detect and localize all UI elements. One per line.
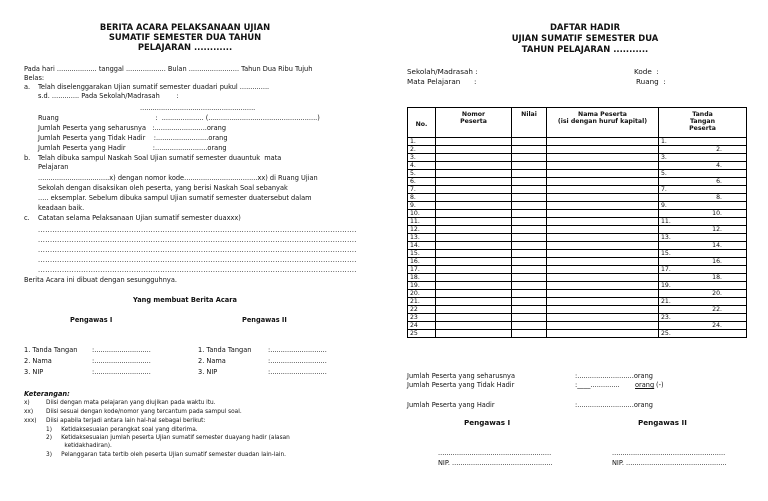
sig-2-nip-field: :........................... [268,368,327,376]
subnote: ketidakhadiran). [46,443,112,449]
right-pengawas-1: Pengawas I [464,418,511,427]
cell-nomor-peserta [436,290,512,298]
item-a-line-1: Telah diselenggarakan Ujian sumatif semester duadari pukul .............. [38,83,270,91]
sig-1-nip-field: :........................... [92,368,151,376]
right-val-seharusnya: :...........................orang [575,372,653,380]
note-text: Diisi apabila terjadi antara lain hal-hal sebagai berikut: [46,418,206,424]
cell-nilai [512,274,547,282]
cell-tanda-tangan: 23. [659,314,747,322]
cell-no: 14. [408,242,436,250]
cell-nilai [512,138,547,146]
right-sig-2-line: ...................................................... [612,449,726,457]
cell-nomor-peserta [436,154,512,162]
cell-tanda-tangan: 24. [659,322,747,330]
cell-nama-peserta [547,322,659,330]
cell-nama-peserta [547,290,659,298]
left-title-line-3: PELAJARAN ............ [137,42,233,52]
cell-no: 10. [408,210,436,218]
cell-nilai [512,154,547,162]
cell-nama-peserta [547,138,659,146]
cell-nama-peserta [547,306,659,314]
sig-1-nama: 2. Nama [24,357,52,365]
cell-no: 16. [408,258,436,266]
item-b-line-6: keadaan baik. [38,204,85,212]
kode-label: Kode : [634,67,659,76]
cell-nama-peserta [547,330,659,338]
table-row [408,290,747,298]
cell-tanda-tangan: 19. [659,282,747,290]
cell-nilai [512,186,547,194]
cell-no: 19. [408,282,436,290]
sig-1-nama-field: :........................... [92,357,151,365]
cell-nilai [512,322,547,330]
right-jumlah-hadir: Jumlah Peserta yang Hadir [407,401,495,409]
cell-nilai [512,218,547,226]
cell-nilai [512,290,547,298]
cell-nilai [512,146,547,154]
cell-no: 8. [408,194,436,202]
sig-2-tanda-tangan-field: :........................... [268,346,327,354]
cell-nilai [512,162,547,170]
cell-nilai [512,194,547,202]
made-by-heading: Yang membuat Berita Acara [133,296,237,304]
table-row [408,258,747,266]
cell-nama-peserta [547,226,659,234]
cell-nomor-peserta [436,226,512,234]
cell-nilai [512,242,547,250]
ruang-line: Ruang : .................... (....................................................) [38,114,320,122]
table-row [408,170,747,178]
note-mark: xxx) [24,418,37,424]
cell-no: 25 [408,330,436,338]
cell-nilai [512,298,547,306]
pengawas-2-heading: Pengawas II [242,316,287,324]
pengawas-1-heading: Pengawas I [70,316,113,324]
cell-tanda-tangan: 3. [659,154,747,162]
header-tanda-tangan: Tanda Tangan Peserta [659,108,747,138]
table-row [408,138,747,146]
attendance-table [407,107,747,338]
sig-2-tanda-tangan: 1. Tanda Tangan [198,346,252,354]
cell-nama-peserta [547,298,659,306]
cell-nama-peserta [547,274,659,282]
cell-no: 24 [408,322,436,330]
note-mark: xx) [24,409,34,415]
subnote: 2) Ketidaksesuaian jumlah peserta Ujian sumatif semester duayang hadir (alasan [46,435,290,441]
right-val-tidak-hadir: :____.............. [575,381,620,389]
notes-dotted-line: ..................................................................................................................................... [38,256,357,264]
cell-nilai [512,258,547,266]
cell-nama-peserta [547,234,659,242]
cell-nomor-peserta [436,258,512,266]
cell-tanda-tangan: 20. [659,290,747,298]
sig-2-nip: 3. NIP [198,368,218,376]
cell-tanda-tangan: 5. [659,170,747,178]
right-nip-2: NIP. ................................................ [612,459,727,467]
cell-no: 17. [408,266,436,274]
cell-nomor-peserta [436,298,512,306]
cell-nama-peserta [547,202,659,210]
cell-nomor-peserta [436,218,512,226]
right-title-line-2: UJIAN SUMATIF SEMESTER DUA [511,33,659,43]
cell-nomor-peserta [436,146,512,154]
item-b-line-3: ..................................x) dengan nomor kode...................................xx) di Ruang Ujian [38,174,318,182]
cell-tanda-tangan: 8. [659,194,747,202]
cell-nomor-peserta [436,202,512,210]
cell-nomor-peserta [436,162,512,170]
table-row [408,322,747,330]
left-title-line-1: BERITA ACARA PELAKSANAAN UJIAN [99,22,271,32]
sekolah-label: Sekolah/Madrasah : [407,67,478,76]
cell-nama-peserta [547,258,659,266]
right-val-tidak-hadir-unit: orang [635,381,655,389]
subnote: 3) Pelanggaran tata tertib oleh peserta Ujian sumatif semester duadan lain-lain. [46,452,287,458]
jumlah-hadir-line: Jumlah Peserta yang Hadir :.........................orang [38,144,227,152]
cell-nama-peserta [547,250,659,258]
cell-tanda-tangan: 12. [659,226,747,234]
item-a-line-2: s.d. ............. Pada Sekolah/Madrasah : [38,92,179,100]
table-row [408,274,747,282]
table-row [408,218,747,226]
cell-nilai [512,202,547,210]
cell-no: 18. [408,274,436,282]
cell-nama-peserta [547,266,659,274]
item-b-line-2: Pelajaran [38,163,69,171]
cell-nama-peserta [547,282,659,290]
cell-no: 11. [408,218,436,226]
cell-nama-peserta [547,210,659,218]
item-b-label: b. [24,154,31,162]
header-no: No. [408,108,436,138]
cell-nomor-peserta [436,250,512,258]
cell-nomor-peserta [436,170,512,178]
cell-nilai [512,266,547,274]
mapel-label: Mata Pelajaran : [407,77,477,86]
cell-nama-peserta [547,154,659,162]
table-row [408,146,747,154]
item-b-line-5: ..... eksemplar. Sebelum dibuka sampul Ujian sumatif semester duatersebut dalam [38,194,312,202]
right-jumlah-seharusnya: Jumlah Peserta yang seharusnya [407,372,515,380]
table-row [408,194,747,202]
jumlah-seharusnya-line: Jumlah Peserta yang seharusnya :.........................orang [38,124,227,132]
item-b-line-4: Sekolah dengan disaksikan oleh peserta, yang berisi Naskah Soal sebanyak [38,184,288,192]
closing-text: Berita Acara ini dibuat dengan sesungguhnya. [24,276,177,284]
cell-no: 23 [408,314,436,322]
subnote: 1) Ketidaksesuaian perangkat soal yang diterima. [46,427,198,433]
cell-nilai [512,234,547,242]
table-row [408,282,747,290]
table-row [408,186,747,194]
cell-nomor-peserta [436,306,512,314]
cell-nama-peserta [547,194,659,202]
cell-nilai [512,250,547,258]
cell-no: 6. [408,178,436,186]
item-c-label: c. [24,214,30,222]
cell-no: 4. [408,162,436,170]
cell-no: 7. [408,186,436,194]
opening-text-2: Belas: [24,74,45,82]
table-row [408,178,747,186]
sig-1-tanda-tangan: 1. Tanda Tangan [24,346,78,354]
notes-title: Keterangan: [24,390,70,398]
cell-nomor-peserta [436,314,512,322]
note-text: Diisi dengan mata pelajaran yang diujikan pada waktu itu. [46,400,216,406]
header-nomor-peserta: Nomor Peserta [436,108,512,138]
cell-no: 9. [408,202,436,210]
cell-no: 12. [408,226,436,234]
notes-dotted-line: ..................................................................................................................................... [38,226,357,234]
right-jumlah-tidak-hadir: Jumlah Peserta yang Tidak Hadir [407,381,515,389]
cell-tanda-tangan: 16. [659,258,747,266]
cell-nama-peserta [547,170,659,178]
note-text: Diisi sesuai dengan kode/nomor yang tercantum pada sampul soal. [46,409,242,415]
table-row [408,298,747,306]
table-row [408,226,747,234]
table-row [408,202,747,210]
cell-tanda-tangan: 18. [659,274,747,282]
table-row [408,266,747,274]
note-mark: x) [24,400,30,406]
cell-nama-peserta [547,218,659,226]
table-row [408,330,747,338]
ruang-label: Ruang : [636,77,666,86]
cell-tanda-tangan: 15. [659,250,747,258]
left-title-line-2: SUMATIF SEMESTER DUA TAHUN [108,32,262,42]
right-nip-1: NIP. ................................................ [438,459,553,467]
cell-nilai [512,330,547,338]
cell-nilai [512,170,547,178]
cell-no: 1. [408,138,436,146]
cell-tanda-tangan: 1. [659,138,747,146]
cell-tanda-tangan: 13. [659,234,747,242]
cell-nilai [512,226,547,234]
cell-tanda-tangan: 25. [659,330,747,338]
cell-nama-peserta [547,242,659,250]
cell-no: 5. [408,170,436,178]
table-row [408,154,747,162]
cell-nomor-peserta [436,274,512,282]
cell-no: 2. [408,146,436,154]
cell-nilai [512,306,547,314]
notes-dotted-line: ..................................................................................................................................... [38,246,357,254]
cell-tanda-tangan: 9. [659,202,747,210]
sig-1-nip: 3. NIP [24,368,44,376]
table-row [408,234,747,242]
cell-nomor-peserta [436,282,512,290]
cell-no: 3. [408,154,436,162]
cell-nomor-peserta [436,322,512,330]
cell-nama-peserta [547,186,659,194]
cell-tanda-tangan: 21. [659,298,747,306]
notes-dotted-line: ..................................................................................................................................... [38,266,357,274]
sig-1-tanda-tangan-field: :........................... [92,346,151,354]
cell-no: 20. [408,290,436,298]
header-nilai: Nilai [512,108,547,138]
table-row [408,314,747,322]
right-val-hadir: :...........................orang [575,401,653,409]
cell-nomor-peserta [436,234,512,242]
item-c-line-1: Catatan selama Pelaksanaan Ujian sumatif semester duaxxx) [38,214,241,222]
table-row [408,242,747,250]
header-nama-peserta: Nama Peserta (isi dengan huruf kapital) [547,108,659,138]
item-b-line-1: Telah dibuka sampul Naskah Soal Ujian sumatif semester duauntuk mata [38,154,282,162]
table-header-row [408,108,747,138]
cell-tanda-tangan: 2. [659,146,747,154]
table-row [408,210,747,218]
cell-nomor-peserta [436,138,512,146]
cell-tanda-tangan: 22. [659,306,747,314]
cell-nama-peserta [547,178,659,186]
cell-nilai [512,282,547,290]
cell-nomor-peserta [436,194,512,202]
cell-tanda-tangan: 11. [659,218,747,226]
jumlah-tidak-hadir-line: Jumlah Peserta yang Tidak Hadir :.........................orang [38,134,228,142]
table-row [408,250,747,258]
item-a-label: a. [24,83,31,91]
cell-tanda-tangan: 14. [659,242,747,250]
cell-tanda-tangan: 10. [659,210,747,218]
sig-2-nama-field: :........................... [268,357,327,365]
cell-nomor-peserta [436,330,512,338]
cell-nilai [512,314,547,322]
cell-nomor-peserta [436,186,512,194]
opening-text: Pada hari ................... tanggal ................... Bulan ........................ Tahun Dua Ribu Tujuh [24,65,313,73]
cell-nama-peserta [547,314,659,322]
cell-nama-peserta [547,146,659,154]
cell-no: 15. [408,250,436,258]
right-title-line-1: DAFTAR HADIR [549,22,621,32]
cell-nama-peserta [547,162,659,170]
cell-no: 22 [408,306,436,314]
cell-no: 21. [408,298,436,306]
table-row [408,306,747,314]
cell-tanda-tangan: 4. [659,162,747,170]
right-title-line-3: TAHUN PELAJARAN ........... [521,44,649,54]
cell-tanda-tangan: 6. [659,178,747,186]
table-row [408,162,747,170]
cell-tanda-tangan: 17. [659,266,747,274]
sig-2-nama: 2. Nama [198,357,226,365]
item-a-line-3: ....................................................... [140,104,256,112]
cell-nomor-peserta [436,210,512,218]
cell-nilai [512,210,547,218]
cell-tanda-tangan: 7. [659,186,747,194]
cell-nilai [512,178,547,186]
right-pengawas-2: Pengawas II [638,418,687,427]
cell-nomor-peserta [436,242,512,250]
notes-dotted-line: ..................................................................................................................................... [38,236,357,244]
right-val-tidak-hadir-minus: (-) [656,381,664,389]
right-sig-1-line: ...................................................... [438,449,552,457]
cell-nomor-peserta [436,178,512,186]
cell-nomor-peserta [436,266,512,274]
cell-no: 13. [408,234,436,242]
